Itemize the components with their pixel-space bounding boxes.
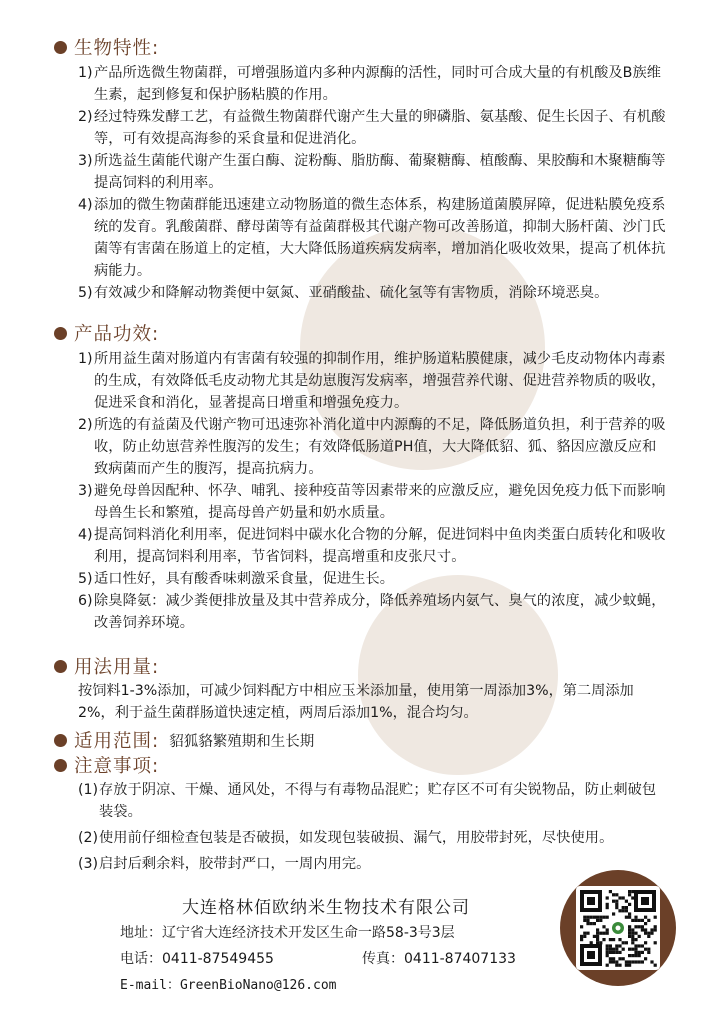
- company-fax: 传真：0411-87407133: [362, 951, 516, 967]
- section-usage-text: 按饲料1-3%添加，可减少饲料配方中相应玉米添加量，使用第一周添加3%，第二周添加2%，利于益生菌群肠道快速定植，两周后添加1%，混合均匀。: [78, 683, 634, 721]
- section-scope-text: 貂狐貉繁殖期和生长期: [169, 733, 315, 750]
- bullet-icon: [54, 660, 67, 673]
- qr-code-icon: [576, 886, 660, 970]
- company-phone: 电话：0411-87549455: [120, 951, 274, 967]
- list-item: 4) 提高饲料消化利用率，促进饲料中碳水化合物的分解，促进饲料中鱼肉类蛋白质转化和吸收利用，提高饲料利用率，节省饲料，提高增重和皮张尺寸。: [78, 527, 666, 565]
- section-notes-list: [78, 779, 668, 875]
- list-item: 3) 避免母兽因配种、怀孕、哺乳、接种疫苗等因素带来的应激反应，避免因免疫力低下而影响母兽生长和繁殖，提高母兽产奶量和奶水质量。: [78, 483, 666, 521]
- section-effect-title: 产品功效:: [74, 324, 160, 345]
- section-bio-title: 生物特性:: [74, 38, 160, 59]
- section-usage-header: [54, 654, 159, 678]
- list-item: 2) 所选的有益菌及代谢产物可迅速弥补消化道中内源酶的不足，降低肠道负担，利于营养的吸收，防止幼崽营养性腹泻的发生；有效降低肠道PH值，大大降低貂、狐、貉因应激反应和致病菌而产生的腹泻，提高抗病力。: [78, 417, 666, 477]
- bullet-icon: [54, 327, 67, 340]
- company-address: 地址：辽宁省大连经济技术开发区生命一路58-3号3层: [120, 925, 455, 941]
- list-item: 4) 添加的微生物菌群能迅速建立动物肠道的微生态体系，构建肠道菌膜屏障，促进粘膜免疫系统的发育。乳酸菌群、酵母菌等有益菌群极其代谢产物可改善肠道，抑制大肠杆菌、沙门氏菌等有害菌在肠道上的定植，大大降低肠道疾病发病率，增加消化吸收效果，提高了机体抗病能力。: [78, 197, 666, 279]
- section-notes-title: 注意事项:: [74, 756, 160, 777]
- section-effect-header: [54, 321, 159, 345]
- bullet-icon: [54, 759, 67, 772]
- list-item: 6) 除臭降氨：减少粪便排放量及其中营养成分，降低养殖场内氨气、臭气的浓度，减少蚊蝇，改善饲养环境。: [78, 593, 666, 631]
- company-name: 大连格林佰欧纳米生物技术有限公司: [182, 898, 470, 918]
- list-item: 1) 所用益生菌对肠道内有害菌有较强的抑制作用，维护肠道粘膜健康，减少毛皮动物体内毒素的生成，有效降低毛皮动物尤其是幼崽腹泻发病率，增强营养代谢、促进营养物质的吸收，促进采食和消化，显著提高日增重和增强免疫力。: [78, 351, 666, 411]
- list-item: 5) 有效减少和降解动物粪便中氨氮、亚硝酸盐、硫化氢等有害物质，消除环境恶臭。: [78, 285, 609, 301]
- list-item: 3) 所选益生菌能代谢产生蛋白酶、淀粉酶、脂肪酶、葡聚糖酶、植酸酶、果胶酶和木聚糖酶等提高饲料的利用率。: [78, 153, 666, 191]
- bullet-icon: [54, 734, 67, 747]
- list-item: (2) 使用前仔细检查包装是否破损，如发现包装破损、漏气，用胶带封死，尽快使用。: [78, 830, 614, 846]
- list-item: 1) 产品所选微生物菌群，可增强肠道内多种内源酶的活性，同时可合成大量的有机酸及B族维生素，起到修复和保护肠粘膜的作用。: [78, 65, 662, 103]
- section-bio-list: [78, 62, 668, 304]
- list-item: (3) 启封后剩余料，胶带封严口，一周内用完。: [78, 856, 371, 872]
- section-effect-list: [78, 348, 668, 634]
- list-item: (1) 存放于阴凉、干燥、通风处，不得与有毒物品混贮；贮存区不可有尖锐物品，防止刺破包装袋。: [78, 782, 657, 820]
- section-scope-header: [54, 728, 314, 752]
- section-usage-title: 用法用量:: [74, 657, 160, 678]
- list-item: 5) 适口性好，具有酸香味刺激采食量，促进生长。: [78, 571, 395, 587]
- bullet-icon: [54, 41, 67, 54]
- company-email: E-mail：GreenBioNano@126.com: [120, 978, 337, 993]
- section-scope-title: 适用范围:: [74, 731, 160, 752]
- section-bio-header: [54, 35, 159, 59]
- section-notes-header: [54, 753, 159, 777]
- company-logo-icon: [610, 920, 626, 936]
- list-item: 2) 经过特殊发酵工艺，有益微生物菌群代谢产生大量的卵磷脂、氨基酸、促生长因子、有机酸等，可有效提高海参的采食量和促进消化。: [78, 109, 666, 147]
